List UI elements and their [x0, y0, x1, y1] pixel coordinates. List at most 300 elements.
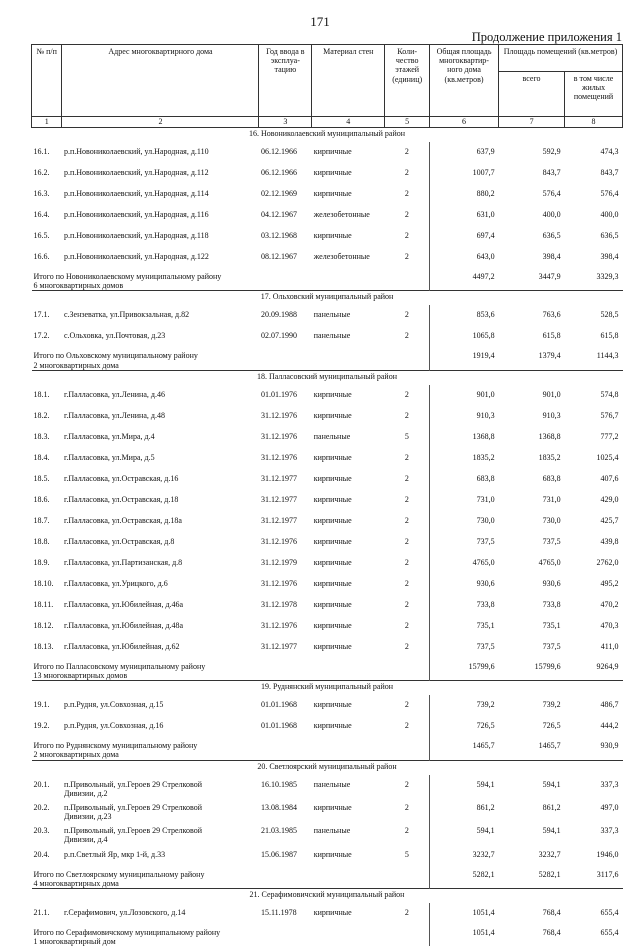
row-floors: 2	[385, 903, 430, 924]
column-number: 3	[259, 117, 312, 128]
table-row	[32, 142, 623, 163]
table-row	[32, 469, 623, 490]
row-total-area: 594,1	[430, 821, 499, 844]
row-premises-all: 768,4	[499, 903, 565, 924]
address-line: г.Палласовка, ул.Ленина, д.46	[64, 390, 165, 399]
row-floors: 2	[385, 326, 430, 347]
table-row	[32, 798, 623, 821]
header-premises: Площадь помещений (кв.метров)	[499, 45, 623, 72]
row-year: 31.12.1976	[259, 448, 312, 469]
row-premises-living: 486,7	[565, 695, 623, 716]
row-premises-living: 576,7	[565, 406, 623, 427]
total-area: 1919,4	[430, 347, 499, 370]
district-header-row	[32, 128, 623, 143]
row-year: 15.11.1978	[259, 903, 312, 924]
row-premises-all: 3232,7	[499, 845, 565, 866]
row-number: 18.12.	[32, 616, 62, 637]
row-number: 17.1.	[32, 305, 62, 326]
row-floors: 2	[385, 637, 430, 658]
row-number: 18.4.	[32, 448, 62, 469]
row-number: 18.8.	[32, 532, 62, 553]
row-total-area: 930,6	[430, 574, 499, 595]
row-premises-all: 763,6	[499, 305, 565, 326]
address-line: п.Привольный, ул.Героев 29 Стрелковой	[64, 803, 202, 812]
district-title: 20. Светлоярский муниципальный район	[32, 760, 623, 775]
table-body	[32, 128, 623, 946]
row-floors: 2	[385, 716, 430, 737]
row-address	[62, 427, 259, 448]
district-title: 17. Ольховский муниципальный район	[32, 291, 623, 306]
row-address	[62, 205, 259, 226]
row-year: 31.12.1976	[259, 616, 312, 637]
row-premises-all: 400,0	[499, 205, 565, 226]
table-row	[32, 305, 623, 326]
page-number: 171	[0, 14, 640, 30]
row-address	[62, 226, 259, 247]
row-year: 31.12.1976	[259, 532, 312, 553]
total-premises-all: 768,4	[499, 924, 565, 946]
total-premises-all: 1465,7	[499, 737, 565, 760]
row-premises-all: 398,4	[499, 247, 565, 268]
row-premises-all: 737,5	[499, 532, 565, 553]
total-area: 5282,1	[430, 866, 499, 889]
address-line: р.п.Новониколаевский, ул.Народная, д.114	[64, 189, 209, 198]
row-total-area: 3232,7	[430, 845, 499, 866]
row-total-area: 735,1	[430, 616, 499, 637]
column-number: 1	[32, 117, 62, 128]
row-year: 31.12.1977	[259, 469, 312, 490]
row-premises-all: 636,5	[499, 226, 565, 247]
row-premises-living: 655,4	[565, 903, 623, 924]
row-floors: 2	[385, 247, 430, 268]
table-row	[32, 821, 623, 844]
row-address	[62, 163, 259, 184]
row-premises-living: 1025,4	[565, 448, 623, 469]
row-floors: 2	[385, 532, 430, 553]
row-address	[62, 142, 259, 163]
row-total-area: 643,0	[430, 247, 499, 268]
row-material: кирпичные	[312, 798, 385, 821]
row-number: 18.3.	[32, 427, 62, 448]
row-premises-all: 726,5	[499, 716, 565, 737]
continuation-label: Продолжение приложения 1	[472, 30, 622, 45]
row-address	[62, 326, 259, 347]
row-address	[62, 595, 259, 616]
address-line: г.Палласовка, ул.Мира, д.5	[64, 453, 155, 462]
row-total-area: 697,4	[430, 226, 499, 247]
row-total-area: 739,2	[430, 695, 499, 716]
row-floors: 2	[385, 163, 430, 184]
row-material: кирпичные	[312, 184, 385, 205]
total-premises-all: 15799,6	[499, 658, 565, 681]
row-floors: 2	[385, 553, 430, 574]
row-address	[62, 448, 259, 469]
table-row	[32, 532, 623, 553]
row-address	[62, 716, 259, 737]
row-floors: 2	[385, 226, 430, 247]
row-premises-all: 1368,8	[499, 427, 565, 448]
row-material: панельные	[312, 326, 385, 347]
district-total-row	[32, 866, 623, 889]
total-label-text: Итого по Ольховскому муниципальному району	[34, 351, 428, 360]
table-row	[32, 205, 623, 226]
row-premises-all: 731,0	[499, 490, 565, 511]
row-material: кирпичные	[312, 406, 385, 427]
row-number: 18.13.	[32, 637, 62, 658]
total-count-text: 1 многоквартирный дом	[34, 937, 428, 946]
address-line: г.Палласовка, ул.Остравская, д.18а	[64, 516, 182, 525]
row-premises-living: 400,0	[565, 205, 623, 226]
address-line: г.Палласовка, ул.Мира, д.4	[64, 432, 155, 441]
row-address	[62, 511, 259, 532]
row-number: 18.6.	[32, 490, 62, 511]
row-premises-all: 910,3	[499, 406, 565, 427]
address-line: р.п.Новониколаевский, ул.Народная, д.116	[64, 210, 209, 219]
row-floors: 2	[385, 775, 430, 798]
table-row	[32, 695, 623, 716]
row-premises-all: 930,6	[499, 574, 565, 595]
row-total-area: 1007,7	[430, 163, 499, 184]
row-floors: 2	[385, 142, 430, 163]
row-number: 20.1.	[32, 775, 62, 798]
table-row	[32, 616, 623, 637]
row-premises-living: 411,0	[565, 637, 623, 658]
district-total-row	[32, 924, 623, 946]
column-number: 8	[565, 117, 623, 128]
row-address	[62, 385, 259, 406]
address-line: р.п.Новониколаевский, ул.Народная, д.118	[64, 231, 209, 240]
row-year: 01.01.1976	[259, 385, 312, 406]
address-line: г.Палласовка, ул.Остравская, д.18	[64, 495, 178, 504]
total-label-text: Итого по Светлоярскому муниципальному району	[34, 870, 428, 879]
row-address	[62, 469, 259, 490]
table-row	[32, 326, 623, 347]
row-material: кирпичные	[312, 142, 385, 163]
row-floors: 2	[385, 469, 430, 490]
address-line: г.Серафимович, ул.Лозовского, д.14	[64, 908, 185, 917]
row-year: 31.12.1976	[259, 574, 312, 595]
row-number: 18.10.	[32, 574, 62, 595]
row-number: 16.4.	[32, 205, 62, 226]
row-material: панельные	[312, 427, 385, 448]
row-material: кирпичные	[312, 845, 385, 866]
row-year: 02.07.1990	[259, 326, 312, 347]
address-line: р.п.Светлый Яр, мкр 1-й, д.33	[64, 850, 165, 859]
row-address	[62, 184, 259, 205]
row-year: 20.09.1988	[259, 305, 312, 326]
row-premises-all: 861,2	[499, 798, 565, 821]
address-line: г.Палласовка, ул.Урицкого, д.6	[64, 579, 168, 588]
row-total-area: 4765,0	[430, 553, 499, 574]
row-floors: 2	[385, 616, 430, 637]
row-total-area: 733,8	[430, 595, 499, 616]
table-row	[32, 490, 623, 511]
row-year: 31.12.1976	[259, 406, 312, 427]
row-total-area: 731,0	[430, 490, 499, 511]
row-number: 16.3.	[32, 184, 62, 205]
total-label-text: Итого по Новониколаевскому муниципальному району	[34, 272, 428, 281]
row-premises-living: 528,5	[565, 305, 623, 326]
row-material: кирпичные	[312, 903, 385, 924]
row-total-area: 1051,4	[430, 903, 499, 924]
row-address	[62, 532, 259, 553]
row-year: 03.12.1968	[259, 226, 312, 247]
row-floors: 2	[385, 574, 430, 595]
row-premises-living: 470,2	[565, 595, 623, 616]
row-floors: 2	[385, 595, 430, 616]
address-line: с.Ольховка, ул.Почтовая, д.23	[64, 331, 165, 340]
row-number: 20.2.	[32, 798, 62, 821]
table-row	[32, 448, 623, 469]
row-floors: 2	[385, 448, 430, 469]
row-material: кирпичные	[312, 490, 385, 511]
row-floors: 2	[385, 798, 430, 821]
row-total-area: 861,2	[430, 798, 499, 821]
row-year: 31.12.1979	[259, 553, 312, 574]
row-premises-living: 470,3	[565, 616, 623, 637]
row-total-area: 853,6	[430, 305, 499, 326]
header-premises-living: в том числе жилых помещений	[565, 72, 623, 117]
row-premises-living: 439,8	[565, 532, 623, 553]
row-floors: 2	[385, 511, 430, 532]
total-label-text: Итого по Серафимовичскому муниципальному району	[34, 928, 428, 937]
address-line-2: Дивизии, д.23	[64, 812, 257, 821]
row-total-area: 726,5	[430, 716, 499, 737]
row-premises-living: 337,3	[565, 821, 623, 844]
table-row	[32, 247, 623, 268]
district-header-row	[32, 370, 623, 385]
row-year: 31.12.1976	[259, 427, 312, 448]
header-no: № п/п	[32, 45, 62, 117]
row-number: 18.5.	[32, 469, 62, 490]
total-area: 1051,4	[430, 924, 499, 946]
row-number: 16.1.	[32, 142, 62, 163]
total-premises-living: 3329,3	[565, 268, 623, 291]
column-number: 2	[62, 117, 259, 128]
row-floors: 2	[385, 695, 430, 716]
row-premises-all: 737,5	[499, 637, 565, 658]
address-line-2: Дивизии, д.2	[64, 789, 257, 798]
total-premises-living: 1144,3	[565, 347, 623, 370]
row-premises-living: 444,2	[565, 716, 623, 737]
row-number: 18.7.	[32, 511, 62, 532]
row-premises-living: 398,4	[565, 247, 623, 268]
total-premises-all: 3447,9	[499, 268, 565, 291]
row-year: 01.01.1968	[259, 716, 312, 737]
row-number: 17.2.	[32, 326, 62, 347]
row-total-area: 594,1	[430, 775, 499, 798]
district-header-row	[32, 760, 623, 775]
table-row	[32, 385, 623, 406]
row-premises-all: 4765,0	[499, 553, 565, 574]
row-premises-all: 901,0	[499, 385, 565, 406]
row-floors: 2	[385, 821, 430, 844]
row-premises-all: 615,8	[499, 326, 565, 347]
row-address	[62, 247, 259, 268]
row-number: 18.9.	[32, 553, 62, 574]
row-total-area: 1835,2	[430, 448, 499, 469]
row-address	[62, 305, 259, 326]
row-total-area: 901,0	[430, 385, 499, 406]
row-address	[62, 406, 259, 427]
row-premises-living: 429,0	[565, 490, 623, 511]
row-premises-all: 739,2	[499, 695, 565, 716]
total-premises-all: 5282,1	[499, 866, 565, 889]
row-premises-living: 576,4	[565, 184, 623, 205]
row-address	[62, 616, 259, 637]
total-label	[32, 268, 430, 291]
row-address	[62, 845, 259, 866]
row-premises-all: 730,0	[499, 511, 565, 532]
row-premises-living: 777,2	[565, 427, 623, 448]
row-floors: 2	[385, 305, 430, 326]
row-number: 19.1.	[32, 695, 62, 716]
table-row	[32, 427, 623, 448]
row-premises-living: 636,5	[565, 226, 623, 247]
row-floors: 2	[385, 205, 430, 226]
row-year: 31.12.1977	[259, 637, 312, 658]
row-year: 13.08.1984	[259, 798, 312, 821]
row-material: кирпичные	[312, 469, 385, 490]
row-address	[62, 695, 259, 716]
address-line: п.Привольный, ул.Героев 29 Стрелковой	[64, 826, 202, 835]
row-premises-living: 843,7	[565, 163, 623, 184]
total-area: 1465,7	[430, 737, 499, 760]
total-premises-living: 655,4	[565, 924, 623, 946]
address-line: п.Привольный, ул.Героев 29 Стрелковой	[64, 780, 202, 789]
row-floors: 5	[385, 427, 430, 448]
header-material: Материал стен	[312, 45, 385, 117]
address-line: р.п.Новониколаевский, ул.Народная, д.112	[64, 168, 209, 177]
row-material: железобетонные	[312, 205, 385, 226]
header-total-area: Общая площадь многоквартир- ного дома (кв.метров)	[430, 45, 499, 117]
table-row	[32, 226, 623, 247]
address-line: р.п.Рудня, ул.Совхозная, д.16	[64, 721, 163, 730]
total-premises-living: 930,9	[565, 737, 623, 760]
address-line: г.Палласовка, ул.Остравская, д.8	[64, 537, 174, 546]
total-label	[32, 658, 430, 681]
total-premises-living: 9264,9	[565, 658, 623, 681]
district-title: 18. Палласовский муниципальный район	[32, 370, 623, 385]
row-material: кирпичные	[312, 553, 385, 574]
row-address	[62, 553, 259, 574]
row-year: 31.12.1977	[259, 511, 312, 532]
row-premises-all: 735,1	[499, 616, 565, 637]
row-premises-all: 594,1	[499, 821, 565, 844]
total-count-text: 2 многоквартирных дома	[34, 750, 428, 759]
row-number: 18.11.	[32, 595, 62, 616]
row-year: 15.06.1987	[259, 845, 312, 866]
row-material: кирпичные	[312, 695, 385, 716]
address-line: г.Палласовка, ул.Юбилейная, д.62	[64, 642, 180, 651]
row-total-area: 637,9	[430, 142, 499, 163]
address-line: г.Палласовка, ул.Партизанская, д.8	[64, 558, 182, 567]
column-number: 4	[312, 117, 385, 128]
district-header-row	[32, 291, 623, 306]
table-row	[32, 845, 623, 866]
column-number: 6	[430, 117, 499, 128]
row-year: 02.12.1969	[259, 184, 312, 205]
row-address	[62, 798, 259, 821]
total-label-text: Итого по Руднянскому муниципальному району	[34, 741, 428, 750]
row-year: 21.03.1985	[259, 821, 312, 844]
row-premises-living: 407,6	[565, 469, 623, 490]
row-year: 08.12.1967	[259, 247, 312, 268]
address-line: г.Палласовка, ул.Юбилейная, д.48а	[64, 621, 183, 630]
row-premises-all: 843,7	[499, 163, 565, 184]
row-number: 16.5.	[32, 226, 62, 247]
row-number: 20.4.	[32, 845, 62, 866]
total-premises-all: 1379,4	[499, 347, 565, 370]
total-count-text: 13 многоквартирных домов	[34, 671, 428, 680]
row-year: 06.12.1966	[259, 163, 312, 184]
header-address: Адрес многоквартирного дома	[62, 45, 259, 117]
row-address	[62, 637, 259, 658]
table-row	[32, 637, 623, 658]
row-premises-living: 474,3	[565, 142, 623, 163]
address-line-2: Дивизии, д.4	[64, 835, 257, 844]
row-premises-all: 733,8	[499, 595, 565, 616]
row-address	[62, 574, 259, 595]
row-total-area: 730,0	[430, 511, 499, 532]
row-number: 20.3.	[32, 821, 62, 844]
row-year: 01.01.1968	[259, 695, 312, 716]
row-total-area: 631,0	[430, 205, 499, 226]
total-label	[32, 347, 430, 370]
district-header-row	[32, 889, 623, 904]
row-address	[62, 821, 259, 844]
district-total-row	[32, 658, 623, 681]
table-row	[32, 903, 623, 924]
row-material: панельные	[312, 775, 385, 798]
row-total-area: 737,5	[430, 532, 499, 553]
row-premises-living: 337,3	[565, 775, 623, 798]
row-premises-all: 594,1	[499, 775, 565, 798]
total-count-text: 4 многоквартирных дома	[34, 879, 428, 888]
row-total-area: 1065,8	[430, 326, 499, 347]
row-premises-all: 576,4	[499, 184, 565, 205]
table-row	[32, 553, 623, 574]
table-row	[32, 163, 623, 184]
address-line: с.Зензеватка, ул.Привокзальная, д.82	[64, 310, 189, 319]
row-number: 16.6.	[32, 247, 62, 268]
table-row	[32, 716, 623, 737]
table-row	[32, 511, 623, 532]
header-premises-all: всего	[499, 72, 565, 117]
row-premises-living: 615,8	[565, 326, 623, 347]
address-line: г.Палласовка, ул.Ленина, д.48	[64, 411, 165, 420]
row-premises-all: 683,8	[499, 469, 565, 490]
header-floors: Коли- чество этажей (единиц)	[385, 45, 430, 117]
table-row	[32, 595, 623, 616]
address-line: г.Палласовка, ул.Юбилейная, д.46а	[64, 600, 183, 609]
row-premises-all: 1835,2	[499, 448, 565, 469]
column-number-row	[32, 117, 623, 128]
header-year: Год ввода в эксплуа- тацию	[259, 45, 312, 117]
address-line: г.Палласовка, ул.Остравская, д.16	[64, 474, 178, 483]
row-material: кирпичные	[312, 511, 385, 532]
total-label	[32, 737, 430, 760]
row-number: 19.2.	[32, 716, 62, 737]
row-total-area: 910,3	[430, 406, 499, 427]
row-premises-living: 495,2	[565, 574, 623, 595]
total-label	[32, 924, 430, 946]
table-row	[32, 406, 623, 427]
row-year: 31.12.1977	[259, 490, 312, 511]
row-total-area: 1368,8	[430, 427, 499, 448]
total-premises-living: 3117,6	[565, 866, 623, 889]
total-count-text: 6 многоквартирных домов	[34, 281, 428, 290]
